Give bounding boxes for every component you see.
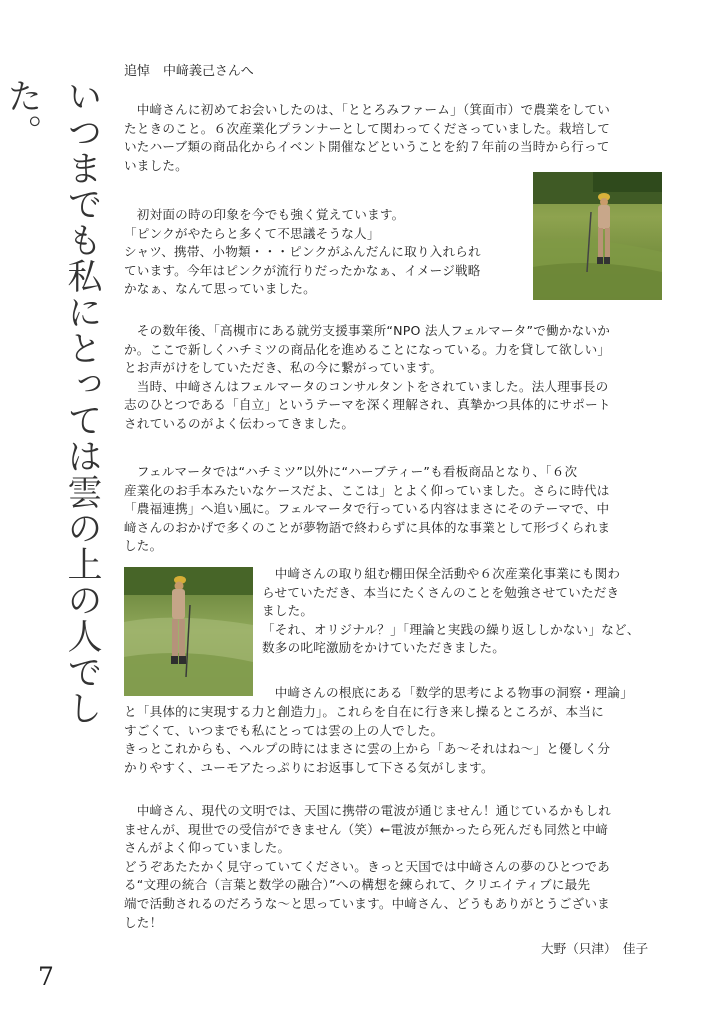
text-line: 中﨑さんに初めてお会いしたのは、「ととろみファーム」（箕面市）で農業をしてい <box>124 102 611 117</box>
text-line: 端で活動されるのだろうな～と思っています。中﨑さん、どうもありがとうございま <box>124 895 610 911</box>
paragraph-7 <box>124 802 611 932</box>
paragraph-1 <box>124 101 610 175</box>
field-photo-2-image <box>124 567 253 696</box>
memorial-heading: 追悼 中﨑義己さんへ <box>124 64 254 79</box>
text-line: たときのこと。６次産業化プランナーとして関わってくださっていました。栽培して <box>124 120 611 136</box>
text-line: かなぁ、なんて思っていました。 <box>124 281 316 297</box>
paragraph-4 <box>124 463 610 556</box>
text-line: どうぞあたたかく見守っていてください。きっと天国では中﨑さんの夢のひとつであ <box>124 858 610 874</box>
text-line: その数年後、「高槻市にある就労支援事業所“NPO 法人フェルマータ”で働かないか <box>124 323 611 338</box>
text-line: ました。 <box>262 603 314 619</box>
text-line: いたハーブ類の商品化からイベント開催などということを約７年前の当時から行って <box>124 139 610 155</box>
text-line: きっとこれからも、ヘルプの時にはまさに雲の上から「あ～それはね～」と優しく分 <box>124 741 611 757</box>
text-line: いました。 <box>124 157 188 173</box>
text-line: 「ピンクがやたらと多くて不思議そうな人」 <box>124 225 380 241</box>
text-line: 産業化のお手本みたいなケースだよ、ここは」とよく仰っていました。さらに時代は <box>124 482 610 498</box>
text-line: 中﨑さん、現代の文明では、天国に携帯の電波が通じません！通じているかもしれ <box>124 803 611 818</box>
paragraph-6 <box>124 703 610 777</box>
page-number: 7 <box>38 962 54 991</box>
text-line: 「農福連携」へ追い風に。フェルマータで行っている内容はまさにそのテーマで、中 <box>124 501 610 517</box>
text-line: 中﨑さんの根底にある「数学的思考による物事の洞察・理論」 <box>262 685 634 700</box>
paragraph-3 <box>124 322 611 434</box>
text-line: 初対面の時の印象を今でも強く覚えています。 <box>124 207 405 222</box>
text-line: とお声がけをしていただき、私の今に繋がっています。 <box>124 360 443 376</box>
paragraph-2 <box>124 206 481 299</box>
text-line: 当時、中﨑さんはフェルマータのコンサルタントをされていました。法人理事長の <box>124 378 609 394</box>
paragraph-5 <box>262 565 640 658</box>
author-signature: 大野（只津） 佳子 <box>541 941 649 956</box>
paragraph-6-first-line <box>262 684 633 703</box>
text-line: る“文理の統合（言葉と数学の融合）”への構想を練られて、クリエイティブに最先 <box>124 877 591 893</box>
text-line: すごくて、いつまでも私にとっては雲の上の人でした。 <box>124 722 444 738</box>
text-line: 志のひとつである「自立」というテーマを深く理解され、真摯かつ具体的にサポート <box>124 397 611 413</box>
photo-field-worker-1 <box>533 172 662 300</box>
text-line: 中﨑さんの取り組む棚田保全活動や６次産業化事業にも関わ <box>262 566 621 581</box>
text-line: ています。今年はピンクが流行りだったかなぁ、イメージ戦略 <box>124 262 481 278</box>
text-line: さんがよく仰っていました。 <box>124 840 291 856</box>
vertical-title: いつまでも私にとっては雲の上の人でした。 <box>2 78 102 726</box>
text-line: らせていただき、本当にたくさんのことを勉強させていただき <box>262 584 620 600</box>
text-line: かりやすく、ユーモアたっぷりにお返事して下さる気がします。 <box>124 759 494 775</box>
text-line: した！ <box>124 914 163 930</box>
text-line: 「それ、オリジナル？」「理論と実践の繰り返ししかない」など、 <box>262 621 640 637</box>
text-line: ませんが、現世での受信ができません（笑）←電波が無かったら死んだも同然と中﨑 <box>124 821 609 837</box>
text-line: した。 <box>124 538 163 554</box>
text-line: 﨑さんのおかげで多くのことが夢物語で終わらずに具体的な事業として形づくられま <box>124 519 611 535</box>
field-photo-1-image <box>533 172 662 300</box>
text-line: シャツ、携帯、小物類・・・ピンクがふんだんに取り入れられ <box>124 244 481 260</box>
text-line: フェルマータでは“ハチミツ”以外に“ハーブティー”も看板商品となり、「６次 <box>124 464 578 479</box>
text-line: 数多の叱咤激励をかけていただきました。 <box>262 640 506 656</box>
text-line: か。ここで新しくハチミツの商品化を進めることになっている。力を貸して欲しい」 <box>124 341 611 357</box>
photo-field-worker-2 <box>124 567 253 696</box>
text-line: されているのがよく伝わってきました。 <box>124 415 355 431</box>
text-line: と「具体的に実現する力と創造力」。これらを自在に行き来し操るところが、本当に <box>124 704 604 719</box>
